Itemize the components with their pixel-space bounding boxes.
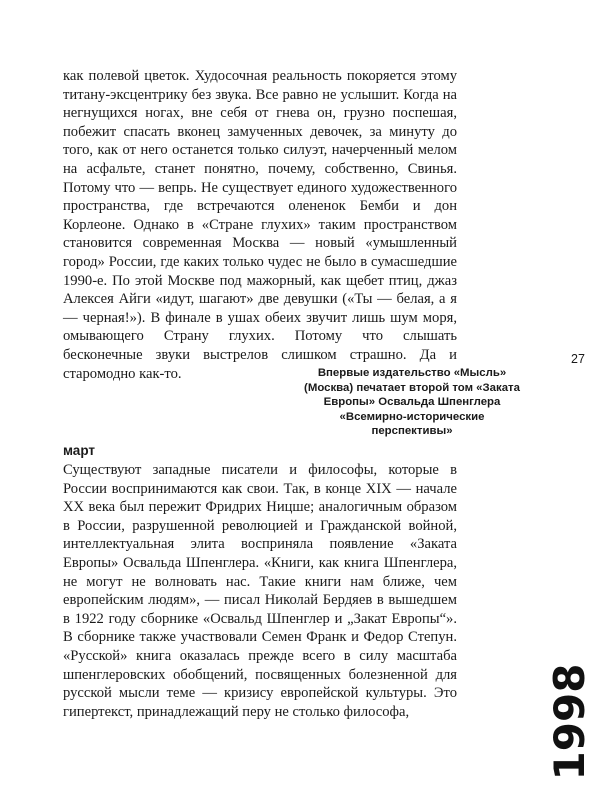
sidenote-annotation: Впервые издательство «Мысль» (Москва) печатает второй том «Заката Европы» Освальда Шпенглера «Всемирно-исторические перспективы» <box>304 367 520 438</box>
section-heading-month: март <box>63 443 95 458</box>
body-paragraph-bottom: Существуют западные писатели и философы, которые в России воспринимаются как свои. Так, в конце XIX — начале XX века был пережит Фридрих Ницше; аналогичным образом в России, разрушенной революцией и Гражданской войной, интеллектуальная элита восприняла появление «Заката Европы» Освальда Шпенглера. «Книги, как книга Шпенглера, не могут не волновать нас. Такие книги нам ближе, чем европейским людям», — писал Николай Бердяев в вышедшем в 1922 году сборнике «Освальд Шпенглер и „Закат Европы“». В сборнике также участвовали Семен Франк и Федор Степун. «Русской» книга оказалась прежде всего в силу масштаба шпенглеровских обобщений, посвященных болезненной для русской мысли теме — кризису европейской культуры. Это гипертекст, принадлежащий перу не столько философа, <box>63 462 457 720</box>
year-running-head: 1998 <box>545 663 594 781</box>
body-paragraph-top: как полевой цветок. Худосочная реальность покоряется этому титану-эксцентрику без звука. Все равно не услышит. Когда на негнущихся ногах, вне себя от гнева он, грузно поспешая, побежит спасать вконец замученных девочек, за минуту до того, как от него останется только силуэт, начерченный мелом на асфальте, станет понятно, почему, собственно, Свинья. Потому что — вепрь. Не существует единого художественного пространства, где встречаются олененок Бемби и дон Корлеоне. Однако в «Стране глухих» таким пространством становится современная Москва — новый «умышленный город» России, где каких только чудес не было в сумасшедшие 1990-е. По этой Москве под мажорный, как щебет птиц, джаз Алексея Айги «идут, шагают» две девушки («Ты — белая, а я — черная!»). В финале в ушах обеих звучит лишь шум моря, омывающего Страну глухих. Потому что слышать бесконечные звуки выстрелов слишком страшно. Да и старомодно как-то. <box>63 68 457 382</box>
page-number: 27 <box>571 352 585 366</box>
